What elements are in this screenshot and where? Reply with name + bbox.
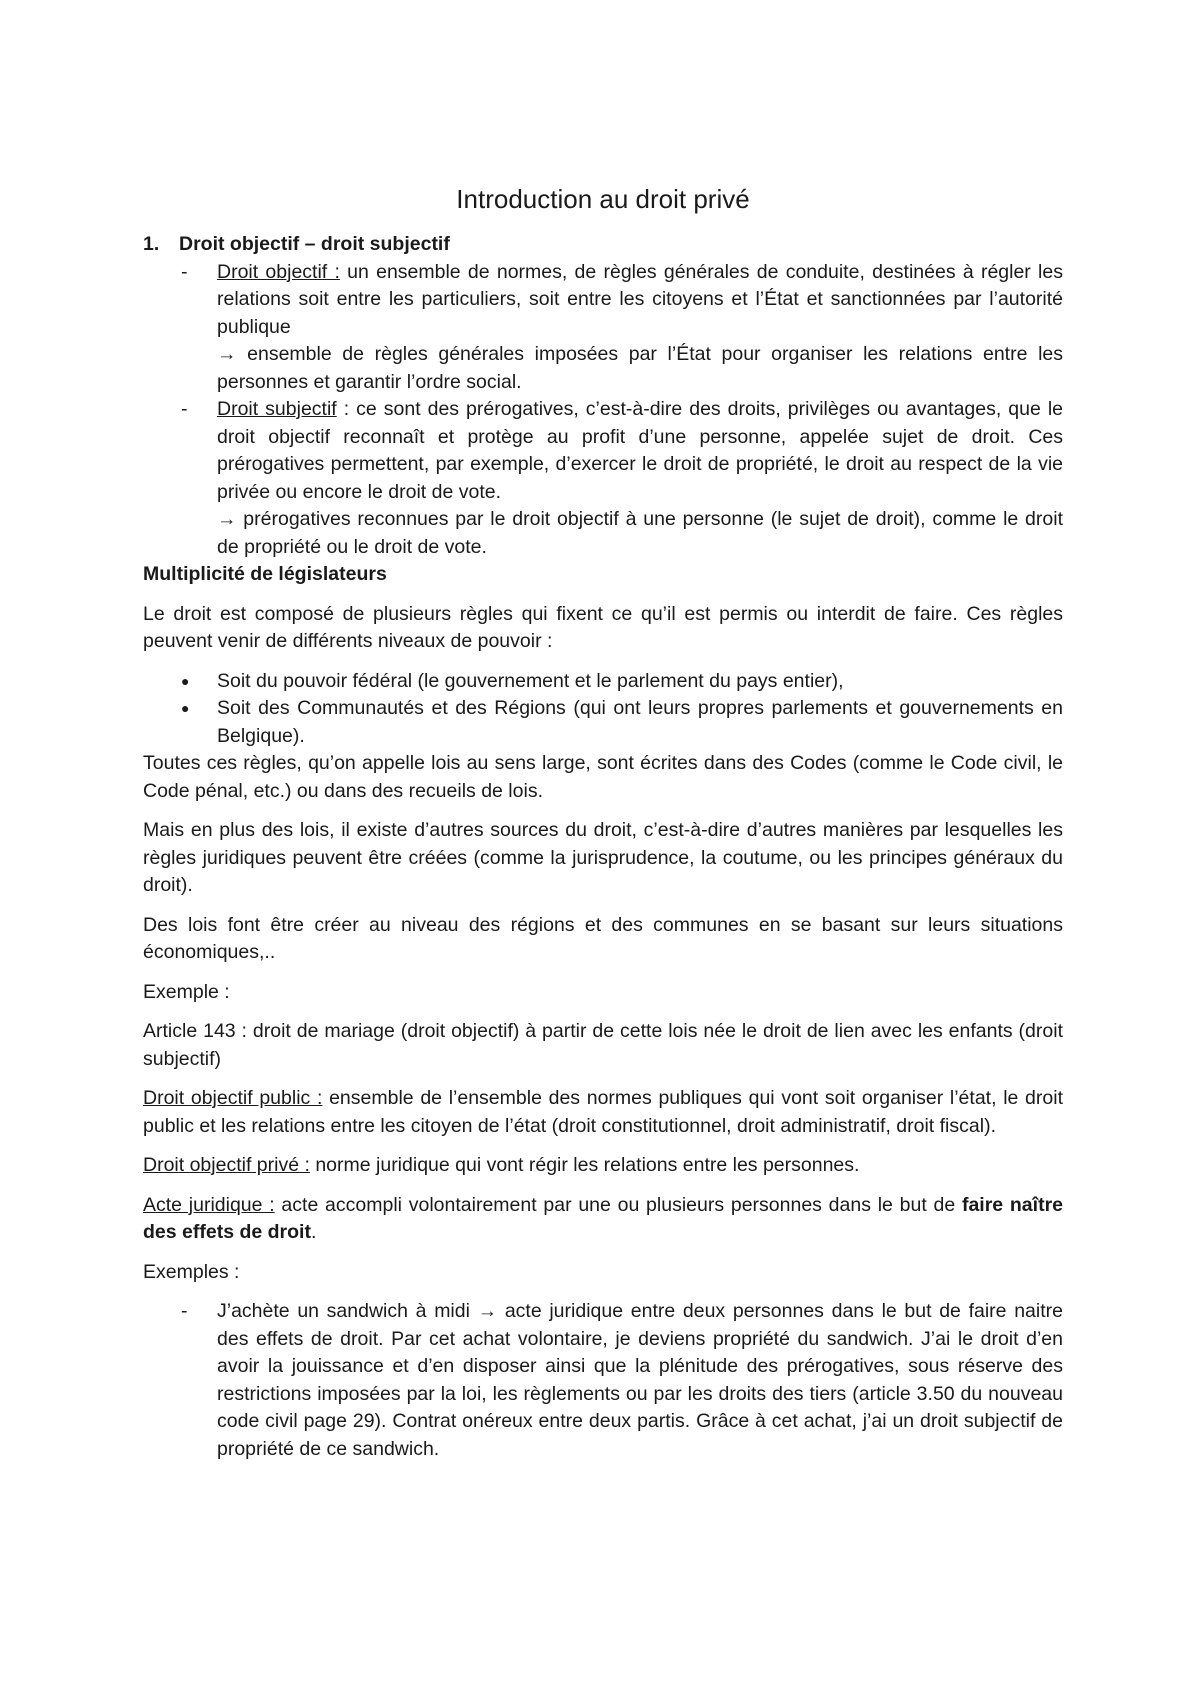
list-item-droit-subjectif: [143, 396, 1063, 561]
punctuation: .: [310, 1221, 317, 1243]
label-exemple: Exemple :: [143, 980, 230, 1003]
exemple-text: J’achète un sandwich à midi → acte juridique entre deux personnes dans le but de faire naitre des effets de droit. Par cet achat volontaire, je deviens propriété du sandwich. J’ai le droit d’en avoir la jouissance et d’en disposer ainsi que la plénitude des prérogatives, sous réserve des restrictions imposées par la loi, les règlements ou par les droits des tiers (article 3.50 du nouveau code civil page 29). Contrat onéreux entre deux partis. Grâce à cet achat, j’ai un droit subjectif de propriété de ce sandwich.: [217, 1300, 1063, 1460]
section-heading-text: Droit objectif – droit subjectif: [179, 233, 450, 255]
bullet-list: [143, 668, 1063, 751]
paragraph-lois: Toutes ces règles, qu’on appelle lois au sens large, sont écrites dans des Codes (comme le Code civil, le Code pénal, etc.) ou dans des recueils de lois.: [143, 752, 1063, 802]
paragraph-intro: Le droit est composé de plusieurs règles qui fixent ce qu’il est permis ou interdit de faire. Ces règles peuvent venir de différents niveaux de pouvoir :: [143, 602, 1063, 652]
dash-marker: -: [181, 260, 188, 283]
bullet-item: [143, 668, 1063, 696]
definition-text: norme juridique qui vont régir les relations entre les personnes.: [309, 1154, 860, 1176]
bullet-icon: ●: [181, 672, 190, 689]
paragraph-article: Article 143 : droit de mariage (droit objectif) à partir de cette lois née le droit de lien avec les enfants (droit subjectif): [143, 1020, 1063, 1070]
dash-marker: -: [181, 1300, 188, 1322]
definition-text: ensemble de l’ensemble des normes publiques qui vont soit organiser l’état, le droit public et les relations entre les citoyen de l’état (droit constitutionnel, droit administratif, droit fiscal).: [143, 1087, 1063, 1137]
definition-text: un ensemble de normes, de règles générales de conduite, destinées à régler les relations soit entre les particuliers, soit entre les citoyens et l’État et sanctionnées par l’autorité publique: [217, 260, 1063, 338]
list-item-exemple: [143, 1298, 1063, 1463]
term-droit-objectif: Droit objectif :: [217, 260, 340, 283]
subheading-multiplicite: Multiplicité de législateurs: [143, 563, 387, 585]
term-acte: Acte juridique :: [143, 1193, 275, 1216]
document-content: [143, 182, 1063, 1463]
definition-public: [143, 1085, 1063, 1140]
bullet-icon: ●: [181, 700, 190, 716]
section-number: 1.: [143, 233, 160, 255]
list-item-droit-objectif: [143, 259, 1063, 397]
arrow-summary: → prérogatives reconnues par le droit objectif à une personne (le sujet de droit), comme le droit de propriété ou le droit de vote.: [217, 508, 1063, 558]
definition-droit-objectif: [217, 259, 1063, 342]
definition-text: : ce sont des prérogatives, c’est-à-dire des droits, privilèges ou avantages, que le droit objectif reconnaît et protège au profit d’une personne, appelée sujet de droit. Ces prérogatives permettent, par exemple, d’exercer le droit de propriété, le droit au respect de la vie privée ou encore le droit de vote.: [217, 398, 1063, 503]
dash-marker: -: [181, 398, 188, 420]
term-public: Droit objectif public :: [143, 1087, 323, 1109]
term-prive: Droit objectif privé :: [143, 1154, 310, 1176]
definition-acte: [143, 1192, 1063, 1247]
paragraph-sources: Mais en plus des lois, il existe d’autres sources du droit, c’est-à-dire d’autres manières par lesquelles les règles juridiques peuvent être créées (comme la jurisprudence, la coutume, ou les principes généraux du droit).: [143, 819, 1063, 896]
bullet-text: Soit du pouvoir fédéral (le gouvernement et le parlement du pays entier),: [217, 669, 844, 692]
bold-phrase: faire naître des effets de droit: [143, 1193, 1063, 1243]
bullet-item: [143, 695, 1063, 750]
section-heading: [143, 231, 1063, 259]
page-title: Introduction au droit privé: [456, 184, 750, 214]
term-droit-subjectif: Droit subjectif: [217, 398, 337, 420]
bullet-text: Soit des Communautés et des Régions (qui ont leurs propres parlements et gouvernements en Belgique).: [217, 697, 1063, 747]
label-exemples: Exemples :: [143, 1260, 240, 1283]
definition-text: acte accompli volontairement par une ou plusieurs personnes dans le but de: [274, 1193, 962, 1216]
arrow-summary: → ensemble de règles générales imposées par l’État pour organiser les relations entre les personnes et garantir l’ordre social.: [217, 343, 1063, 393]
definition-prive: [143, 1152, 1063, 1180]
paragraph-regions: Des lois font être créer au niveau des régions et des communes en se basant sur leurs situations économiques,..: [143, 913, 1063, 963]
definition-droit-subjectif: [217, 396, 1063, 506]
